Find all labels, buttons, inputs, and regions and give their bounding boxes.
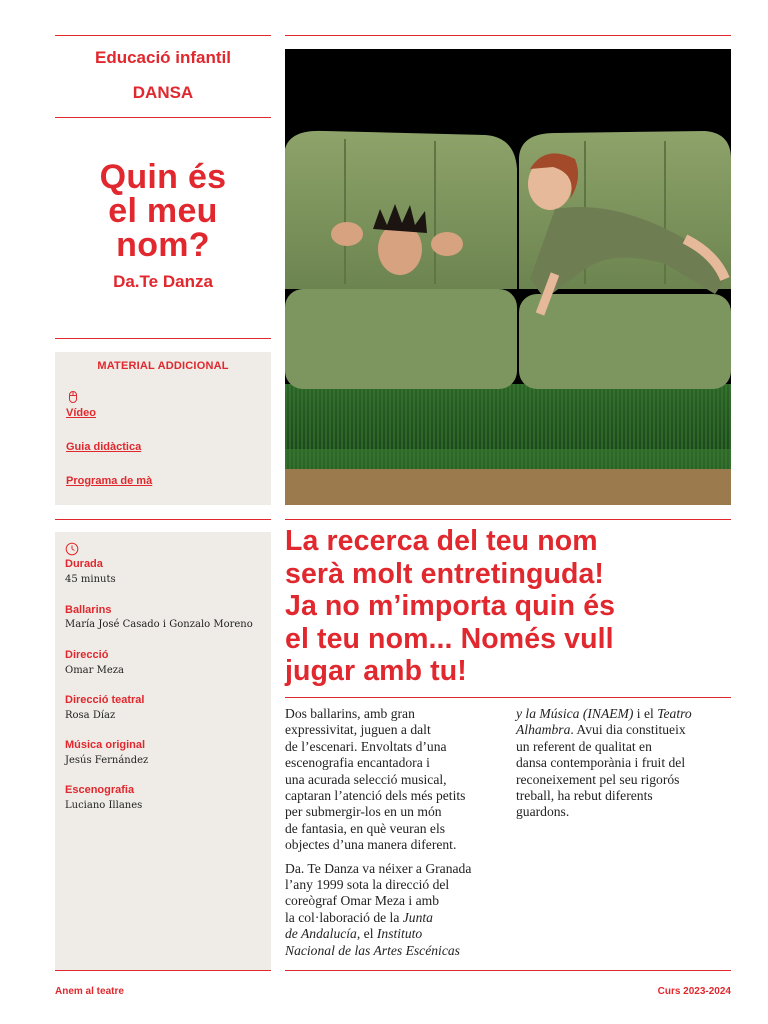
headline-line: serà molt entretinguda!	[285, 557, 605, 590]
duration-value: 45 minuts	[65, 574, 116, 585]
headline-line: Ja no m’importa quin és	[285, 590, 616, 622]
performance-photo	[285, 49, 731, 505]
show-title	[55, 160, 271, 262]
dancers-label: Ballarins	[65, 604, 112, 616]
title-line: el meu	[108, 192, 218, 230]
dancers-value: María José Casado i Gonzalo Moreno	[65, 619, 253, 630]
body-paragraph-2-cont: y la Música (INAEM) i el Teatro Alhambra. Avui dia constitueix un referent de qualitat en dansa contemporània i fruit del reconeixement pel seu rigorós treball, ha rebut diferents guardons.	[516, 706, 692, 820]
category-label: Educació infantil	[94, 48, 232, 67]
top-rule-right	[285, 35, 731, 36]
header-bottom-rule	[55, 117, 271, 118]
body-paragraph-2: Da. Te Danza va néixer a Granada l’any 1999 sota la direcció del coreògraf Omar Meza i amb la col·laboració de la Junta de Andalucía, el Instituto Nacional de las Artes Escénicas	[285, 860, 472, 958]
original-music-value: Jesús Fernández	[65, 755, 149, 766]
headline-line: jugar amb tu!	[285, 655, 467, 687]
footer-right: Curs 2023-2024	[657, 986, 731, 997]
title-line: Quin és	[99, 158, 227, 196]
title-bottom-rule	[55, 338, 271, 339]
credits-top-rule-left	[55, 519, 271, 520]
company-name: Da.Te Danza	[113, 272, 213, 291]
headline-line: el teu nom... Només vull	[285, 622, 614, 655]
mouse-icon	[66, 390, 80, 404]
footer-rule-right	[285, 970, 731, 971]
direction-value: Omar Meza	[65, 665, 124, 676]
additional-material-panel	[55, 352, 271, 505]
title-line: nom?	[116, 226, 210, 264]
material-title: MATERIAL ADDICIONAL	[97, 360, 229, 372]
duration-label: Durada	[65, 558, 103, 570]
credits-top-rule-right	[285, 519, 731, 520]
body-column-2	[516, 706, 731, 828]
body-paragraph-1: Dos ballarins, amb gran expressivitat, juguen a dalt de l’escenari. Envoltats d’una escenografia encantadora i una acurada selecció musical, captaran l’atenció dels més petits per submergir-los en un món de fantasia, en què veuran els objectes d’una manera diferent.	[285, 706, 466, 853]
headline	[285, 525, 731, 688]
set-design-value: Luciano Illanes	[65, 800, 143, 811]
headline-bottom-rule	[285, 697, 731, 698]
direction-label: Direcció	[65, 649, 109, 661]
video-link[interactable]: Vídeo	[66, 407, 96, 419]
discipline-label: DANSA	[132, 83, 194, 102]
footer-left: Anem al teatre	[55, 986, 124, 997]
teaching-guide-link[interactable]: Guia didàctica	[66, 441, 142, 453]
credits-panel	[55, 532, 271, 970]
footer-rule-left	[55, 970, 271, 971]
theatre-direction-value: Rosa Díaz	[65, 710, 116, 721]
headline-line: La recerca del teu nom	[285, 525, 598, 557]
stage-illustration	[285, 49, 731, 505]
original-music-label: Música original	[65, 739, 146, 751]
top-rule-left	[55, 35, 271, 36]
theatre-direction-label: Direcció teatral	[65, 694, 145, 706]
set-design-label: Escenografia	[65, 784, 135, 796]
clock-icon	[65, 542, 79, 556]
body-column-1	[285, 706, 507, 966]
program-link[interactable]: Programa de mà	[66, 475, 153, 487]
